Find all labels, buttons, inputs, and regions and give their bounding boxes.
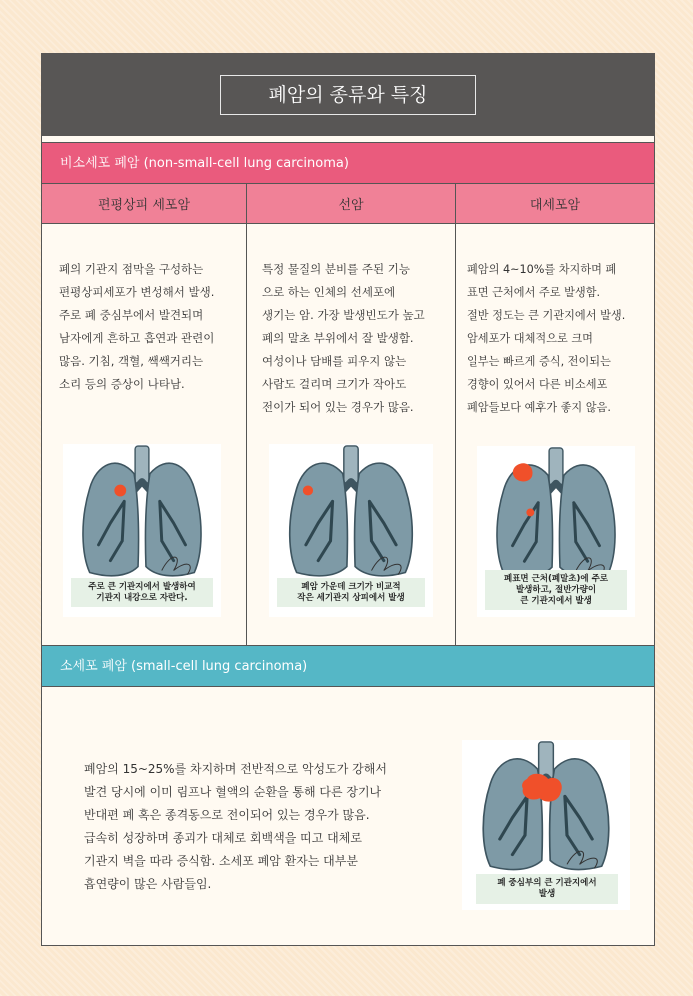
squamous-description — [59, 258, 214, 396]
sclc-header-text: 소세포 폐암 (small-cell lung carcinoma) — [60, 658, 308, 674]
lung-illustration-small-cell — [462, 740, 630, 910]
text-line: 폐의 기관지 점막을 구성하는 — [59, 262, 204, 276]
lung-illustration-squamous — [63, 444, 221, 617]
lung-illustration-large-cell — [477, 446, 635, 617]
text-line: 으로 하는 인체의 선세포에 — [262, 285, 396, 299]
text-line: 절반 정도는 큰 기관지에서 발생. — [467, 309, 626, 322]
column-header-large-cell: 대세포암 — [456, 184, 654, 224]
text-line: 발견 당시에 이미 림프나 혈액의 순환을 통해 다른 장기나 — [84, 785, 382, 799]
text-line: 많음. 기침, 객혈, 쌕쌕거리는 — [59, 354, 204, 368]
column-divider — [246, 184, 247, 645]
text-line: 경향이 있어서 다른 비소세포 — [467, 378, 608, 391]
caption-small-cell — [476, 874, 618, 904]
caption-adenocarcinoma — [277, 578, 425, 607]
caption-large-cell — [485, 570, 627, 610]
caption-line: 기관지 내강으로 자란다. — [96, 592, 188, 603]
text-line: 표면 근처에서 주로 발생함. — [467, 286, 601, 299]
text-line: 소리 등의 증상이 나타남. — [59, 377, 185, 391]
caption-line: 큰 기관지에서 발생 — [520, 595, 592, 606]
text-line: 남자에게 흔하고 흡연과 관련이 — [59, 331, 215, 345]
large-cell-description — [467, 258, 625, 419]
text-line: 특정 물질의 분비를 주된 기능 — [262, 262, 410, 276]
caption-squamous — [71, 578, 213, 607]
text-line: 생기는 암. 가장 발생빈도가 높고 — [262, 308, 425, 322]
page-title: 폐암의 종류와 특징 — [220, 75, 476, 115]
sclc-description — [84, 758, 387, 896]
caption-line: 폐암 가운데 크기가 비교적 — [301, 581, 401, 592]
text-line: 폐암의 15~25%를 차지하며 전반적으로 악성도가 강해서 — [84, 762, 387, 776]
caption-line: 발생하고, 절반가량이 — [515, 584, 597, 595]
text-line: 여성이나 담배를 피우지 않는 — [262, 354, 407, 368]
nsclc-header-text: 비소세포 폐암 (non-small-cell lung carcinoma) — [60, 155, 349, 171]
adenocarcinoma-description — [262, 258, 425, 419]
caption-line: 폐 중심부의 큰 기관지에서 — [497, 878, 597, 888]
text-line: 반대편 폐 혹은 종격동으로 전이되어 있는 경우가 많음. — [84, 808, 370, 822]
text-line: 일부는 빠르게 증식, 전이되는 — [467, 355, 611, 368]
text-line: 폐암의 4~10%를 차지하며 폐 — [467, 263, 617, 276]
text-line: 폐의 말초 부위에서 잘 발생함. — [262, 331, 414, 345]
text-line: 사람도 걸리며 크기가 작아도 — [262, 377, 407, 391]
caption-line: 주로 큰 기관지에서 발생하여 — [88, 581, 196, 592]
caption-line: 폐표면 근처(폐말초)에 주로 — [503, 573, 608, 584]
nsclc-section-header — [41, 142, 655, 184]
text-line: 폐암들보다 예후가 좋지 않음. — [467, 401, 611, 414]
column-header-adenocarcinoma: 선암 — [247, 184, 455, 224]
caption-line: 작은 세기관지 상피에서 발생 — [297, 592, 405, 603]
lung-illustration-adenocarcinoma — [269, 444, 433, 617]
text-line: 암세포가 대체적으로 크며 — [467, 332, 593, 345]
text-line: 전이가 되어 있는 경우가 많음. — [262, 400, 414, 414]
column-divider — [455, 184, 456, 645]
text-line: 흡연량이 많은 사람들임. — [84, 877, 212, 891]
caption-line: 발생 — [538, 889, 556, 899]
text-line: 급속히 성장하며 종괴가 대체로 회백색을 띠고 대체로 — [84, 831, 362, 845]
sclc-section-header — [41, 645, 655, 687]
text-line: 주로 폐 중심부에서 발견되며 — [59, 308, 204, 322]
text-line: 기관지 벽을 따라 증식함. 소세포 폐암 환자는 대부분 — [84, 854, 358, 868]
text-line: 편평상피세포가 변성해서 발생. — [59, 285, 215, 299]
column-header-squamous: 편평상피 세포암 — [42, 184, 246, 224]
